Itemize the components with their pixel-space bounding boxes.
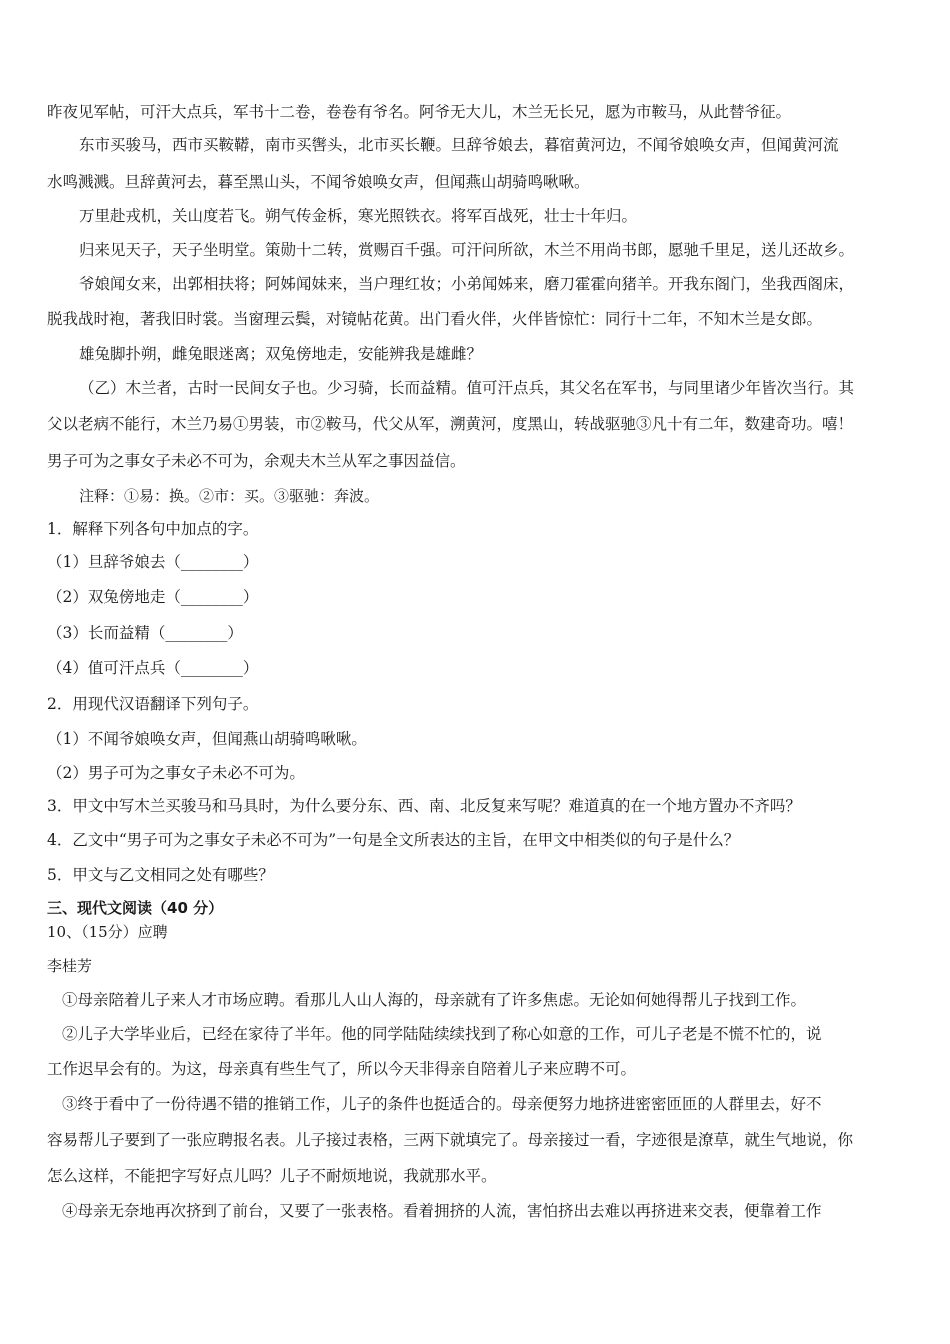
story-line: ③终于看中了一份待遇不错的推销工作，儿子的条件也挺适合的。母亲便努力地挤进密密匝匝的人群里去，好不 — [62, 1095, 822, 1113]
question-4: 4．乙文中“男子可为之事女子未必不可为”一句是全文所表达的主旨，在甲文中相类似的句子是什么？ — [47, 831, 740, 849]
passage-jia-line: 东市买骏马，西市买鞍鞯，南市买辔头，北市买长鞭。旦辞爷娘去，暮宿黄河边，不闻爷娘唤女声，但闻黄河流 — [79, 136, 839, 154]
question-1-item: （3）长而益精（________） — [47, 624, 243, 642]
passage-jia-line: 雄兔脚扑朔，雌兔眼迷离；双兔傍地走，安能辨我是雄雌？ — [79, 345, 483, 363]
passage-jia-line: 归来见天子，天子坐明堂。策勋十二转，赏赐百千强。可汗问所欲，木兰不用尚书郎，愿驰千里足，送儿还故乡。 — [79, 241, 855, 259]
passage-yi-line: （乙）木兰者，古时一民间女子也。少习骑，长而益精。值可汗点兵，其父名在军书，与同里诸少年皆次当行。其 — [79, 379, 855, 397]
story-line: 容易帮儿子要到了一张应聘报名表。儿子接过表格，三两下就填完了。母亲接过一看，字迹很是潦草，就生气地说，你 — [47, 1131, 854, 1149]
question-2-item: （1）不闻爷娘唤女声，但闻燕山胡骑鸣啾啾。 — [47, 730, 367, 748]
question-1-item: （1）旦辞爷娘去（________） — [47, 553, 259, 571]
question-1-item: （4）值可汗点兵（________） — [47, 659, 259, 677]
question-2: 2．用现代汉语翻译下列句子。 — [47, 695, 259, 713]
passage-jia-line: 水鸣溅溅。旦辞黄河去，暮至黑山头，不闻爷娘唤女声，但闻燕山胡骑鸣啾啾。 — [47, 173, 590, 191]
passage-jia-line: 万里赴戎机，关山度若飞。朔气传金柝，寒光照铁衣。将军百战死，壮士十年归。 — [79, 207, 638, 225]
story-line: ④母亲无奈地再次挤到了前台，又要了一张表格。看着拥挤的人流，害怕挤出去难以再挤进来交表，便靠着工作 — [62, 1202, 822, 1220]
question-5: 5．甲文与乙文相同之处有哪些？ — [47, 866, 274, 884]
notes: 注释：①易：换。②市：买。③驱驰：奔波。 — [79, 487, 380, 505]
story-line: ②儿子大学毕业后，已经在家待了半年。他的同学陆陆续续找到了称心如意的工作，可儿子老是不慌不忙的，说 — [62, 1025, 822, 1043]
question-2-item: （2）男子可为之事女子未必不可为。 — [47, 764, 305, 782]
question-3: 3．甲文中写木兰买骏马和马具时，为什么要分东、西、南、北反复来写呢？难道真的在一个地方置办不齐吗？ — [47, 797, 801, 815]
passage-jia-line: 爷娘闻女来，出郭相扶将；阿姊闻妹来，当户理红妆；小弟闻姊来，磨刀霍霍向猪羊。开我东阁门，坐我西阁床， — [79, 275, 855, 293]
passage-jia-line: 昨夜见军帖，可汗大点兵，军书十二卷，卷卷有爷名。阿爷无大儿，木兰无长兄，愿为市鞍马，从此替爷征。 — [47, 103, 792, 121]
passage-yi-line: 父以老病不能行，木兰乃易①男装，市②鞍马，代父从军，溯黄河，度黑山，转战驱驰③凡十有二年，数建奇功。嘻！ — [47, 415, 854, 433]
story-line: 工作迟早会有的。为这，母亲真有些生气了，所以今天非得亲自陪着儿子来应聘不可。 — [47, 1060, 637, 1078]
section-title: 三、现代文阅读（40 分） — [47, 899, 224, 917]
question-1: 1．解释下列各句中加点的字。 — [47, 520, 259, 538]
item-title: 10、（15分）应聘 — [47, 923, 168, 941]
story-line: 怎么这样，不能把字写好点儿吗？儿子不耐烦地说，我就那水平。 — [47, 1167, 497, 1185]
passage-jia-line: 脱我战时袍，著我旧时裳。当窗理云鬓，对镜帖花黄。出门看火伴，火伴皆惊忙：同行十二年，不知木兰是女郎。 — [47, 310, 823, 328]
question-1-item: （2）双兔傍地走（________） — [47, 588, 259, 606]
story-line: ①母亲陪着儿子来人才市场应聘。看那儿人山人海的，母亲就有了许多焦虑。无论如何她得帮儿子找到工作。 — [62, 991, 807, 1009]
passage-yi-line: 男子可为之事女子未必不可为，余观夫木兰从军之事因益信。 — [47, 452, 466, 470]
author: 李桂芳 — [47, 957, 93, 975]
